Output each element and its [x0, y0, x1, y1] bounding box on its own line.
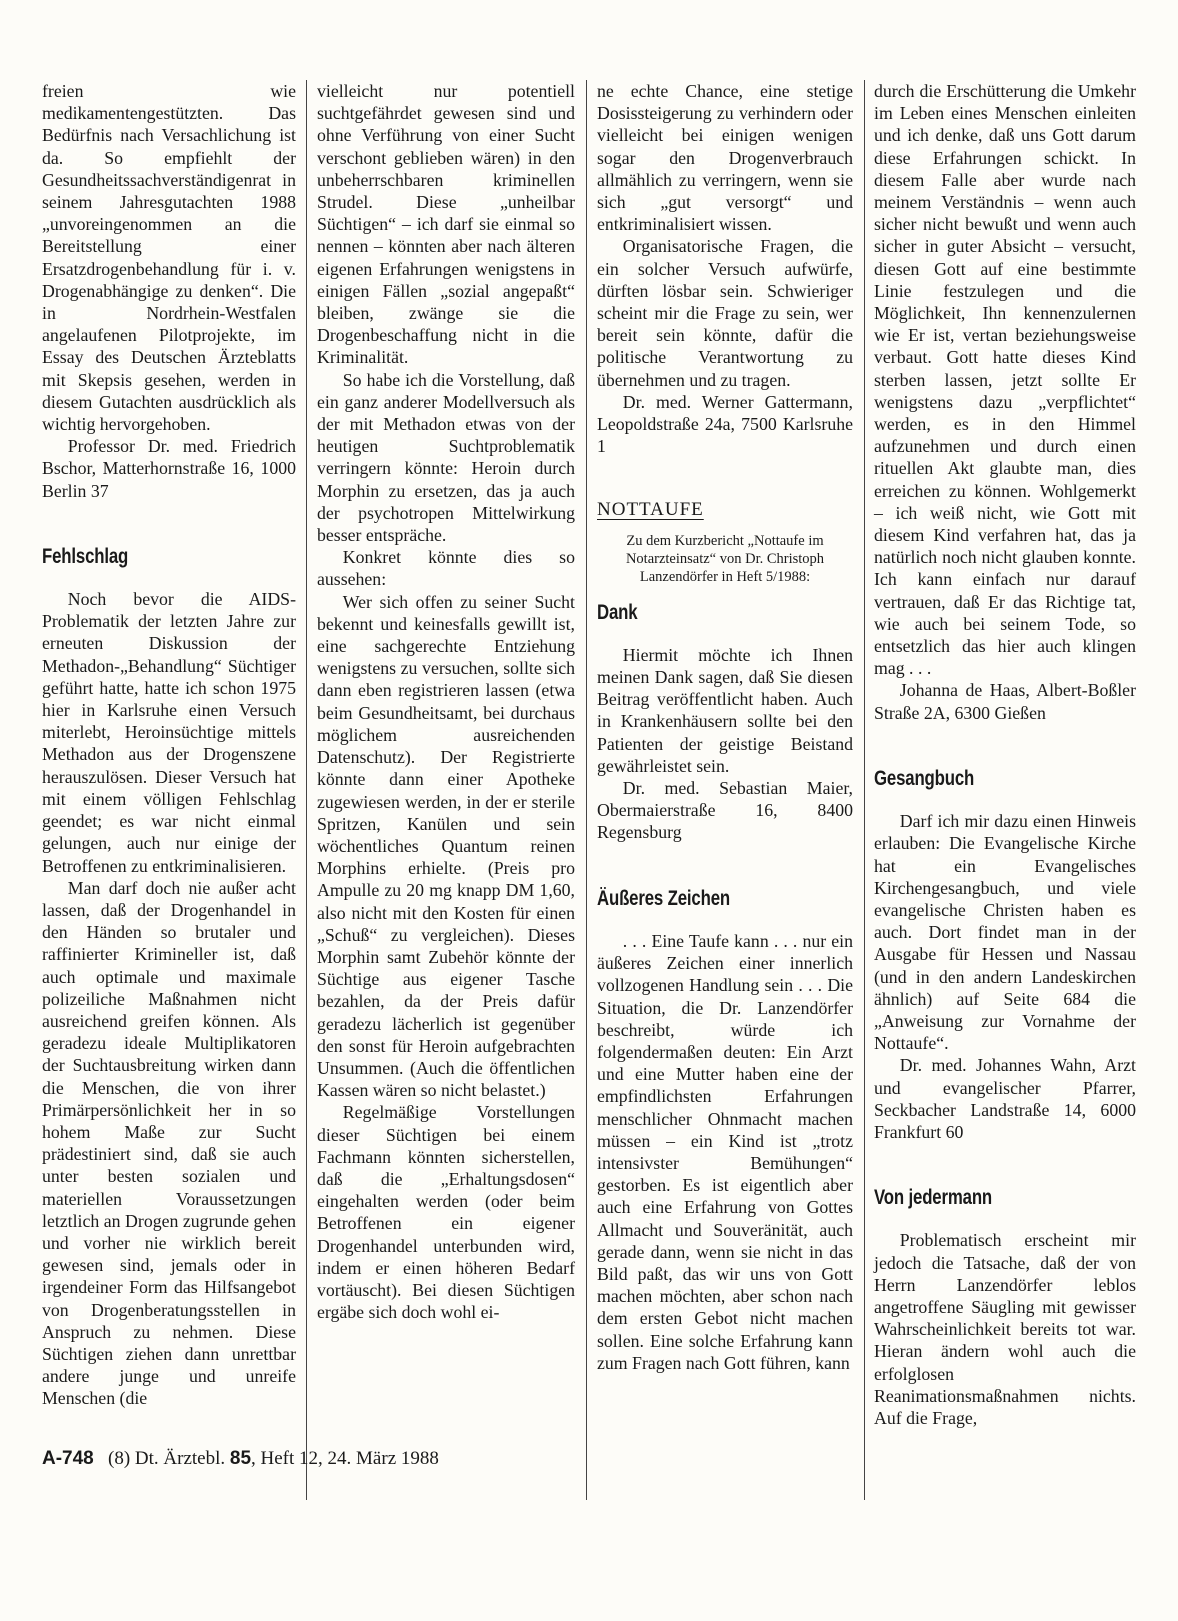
- column-3: [597, 80, 853, 1374]
- section-heading-gesangbuch: Gesangbuch: [874, 766, 975, 790]
- column-rule-1: [306, 80, 307, 1500]
- paragraph: durch die Erschütterung die Umkehr im Leben eines Menschen einleiten und ich denke, daß uns Gott darum diese Erfahrungen schickt. In diesem Falle aber wurde nach meinem Verständnis – wenn auch sicher nicht bewußt und wenn auch sicher in guter Absicht – versucht, diesen Gott auf eine bestimmte Linie festzulegen und die Möglichkeit, Ihn kennenzulernen wie Er ist, vertan beziehungsweise verbaut. Gott hatte dieses Kind sterben lassen, jetzt sollte Er wenigstens dazu „verpflichtet“ werden, es in den Himmel aufzunehmen und durch einen rituellen Akt glaubte man, dies erreichen zu können. Wohlgemerkt – ich weiß nicht, wie Gott mit diesem Kind verfahren hat, das ja natürlich noch nicht glauben konnte. Ich kann einfach nur darauf vertrauen, daß Er das Richtige tat, wie auch bei seinem Tode, so entsetzlich das hier auch klingen mag . . .: [874, 81, 1136, 679]
- paragraph: Problematisch erscheint mir jedoch die Tatsache, daß der von Herrn Lanzendörfer leblos angetroffene Säugling mit gewisser Wahrscheinlichkeit bereits tot war. Hieran ändern wohl auch die erfolglosen Reanimationsmaßnahmen nichts. Auf die Frage,: [874, 1230, 1136, 1428]
- paragraph: ne echte Chance, eine stetige Dosissteigerung zu verhindern oder vielleicht bei einigen wenigen sogar den Drogenverbrauch allmählich zu verringern, wenn sie sich „gut versorgt“ und entkriminalisiert wissen.: [597, 81, 853, 235]
- section-heading-fehlschlag: Fehlschlag: [42, 544, 129, 568]
- letter-signature: Dr. med. Werner Gattermann, Leopoldstraße 24a, 7500 Karlsruhe 1: [597, 391, 853, 457]
- letter-signature: Dr. med. Sebastian Maier, Obermaierstraße 16, 8400 Regensburg: [597, 778, 853, 843]
- paragraph: Man darf doch nie außer acht lassen, daß der Drogenhandel in den Händen so brutaler und raffinierter Krimineller ist, daß auch optimale und maximale polizeiliche Maßnahmen nicht ausreichend greifen können. Als geradezu ideale Multiplikatoren der Suchtausbreitung wirken dann die Menschen, die von ihrer Primärpersönlichkeit her in so hohem Maße zur Sucht prädestiniert sind, daß sie auch unter besten sozialen und materiellen Voraussetzungen letztlich an Drogen zugrunde gehen und vorher nie wirklich bereit gewesen sind, jemals oder in irgendeiner Form das Hilfsangebot von Drogenberatungsstellen in Anspruch zu nehmen. Diese Süchtigen ziehen dann unrettbar andere junge und unreife Menschen (die: [42, 877, 296, 1409]
- issue-date: , Heft 12, 24. März 1988: [251, 1448, 439, 1469]
- paragraph: . . . Eine Taufe kann . . . nur ein äußeres Zeichen einer innerlich vollzogenen Handlung sein . . . Die Situation, die Dr. Lanzendörfer beschreibt, würde ich folgendermaßen deuten: Ein Arzt und eine Mutter haben eine der empfindlichsten Erfahrungen menschlicher Ohnmacht machen müssen – ein Kind ist „trotz intensivster Bemühungen“ gestorben. Es ist eigentlich aber auch eine Erfahrung von Gottes Allmacht und Souveränität, auch gerade dann, wenn sie nicht in das Bild paßt, das wir uns von Gott machen möchten, aber schon nach dem ersten Gebot nicht machen sollen. Eine solche Erfahrung kann zum Fragen nach Gott führen, kann: [597, 930, 853, 1373]
- section-heading-von-jedermann: Von jedermann: [874, 1186, 993, 1210]
- section-heading-aeusseres-zeichen: Äußeres Zeichen: [597, 886, 730, 910]
- column-4: [874, 80, 1136, 1429]
- paragraph: Wer sich offen zu seiner Sucht bekennt und keinesfalls gewillt ist, eine sachgerechte Entziehung wenigstens zu versuchen, sollte sich dann eben registrieren lassen (etwa beim Gesundheitsamt, bei durchaus möglichem ausreichenden Datenschutz). Der Registrierte könnte dann einer Apotheke zugewiesen werden, in der er sterile Spritzen, Kanülen und sein wöchentliches Quantum reinen Morphins erhielte. (Preis pro Ampulle zu 20 mg knapp DM 1,60, also nicht mit den Kosten für einen „Schuß“ zu vergleichen). Dieses Morphin samt Zubehör könnte der Süchtige aus eigener Tasche bezahlen, da der Preis dafür geradezu lächerlich ist gegenüber den sonst für Heroin aufgebrachten Unsummen. (Auch die öffentlichen Kassen wären so nicht belastet.): [317, 591, 575, 1101]
- column-2: [317, 80, 575, 1323]
- page-footer: [42, 1448, 439, 1470]
- column-rule-3: [864, 80, 865, 1500]
- letter-signature: Johanna de Haas, Albert-Boßler Straße 2A, 6300 Gießen: [874, 680, 1136, 723]
- letter-signature: Professor Dr. med. Friedrich Bschor, Matterhornstraße 16, 1000 Berlin 37: [42, 436, 296, 501]
- reference-note: Zu dem Kurzbericht „Nottaufe im Notarzteinsatz“ von Dr. Christoph Lanzendörfer in Heft 5/1988:: [625, 532, 825, 585]
- paragraph: So habe ich die Vorstellung, daß ein ganz anderer Modellversuch als der mit Methadon etwas von der heutigen Suchtproblematik verringern könnte: Heroin durch Morphin zu ersetzen, das ja auch der psychotropen Mittelwirkung besser entspräche.: [317, 369, 575, 546]
- paragraph: Darf ich mir dazu einen Hinweis erlauben: Die Evangelische Kirche hat ein Evangelisches Kirchengesangbuch, und viele evangelische Christen haben es auch. Dort findet man in der Ausgabe für Hessen und Nassau (und in den andern Landeskirchen ähnlich) auf Seite 684 die „Anweisung zur Vornahme der Nottaufe“.: [874, 811, 1136, 1054]
- paragraph: Hiermit möchte ich Ihnen meinen Dank sagen, daß Sie diesen Beitrag veröffentlicht haben. Auch in Krankenhäusern sollte bei den Patienten der geistige Beistand gewährleistet sein.: [597, 644, 853, 776]
- section-heading-dank: Dank: [597, 600, 638, 624]
- volume-number: 85: [229, 1448, 252, 1469]
- letter-signature: Dr. med. Johannes Wahn, Arzt und evangelischer Pfarrer, Seckbacher Landstraße 14, 6000 Frankfurt 60: [874, 1055, 1136, 1142]
- column-rule-2: [586, 80, 587, 1500]
- paragraph: freien wie medikamentengestützten. Das Bedürfnis nach Versachlichung ist da. So empfiehlt der Gesundheitssachverständigenrat in seinem Jahresgutachten 1988 „unvoreingenommen an die Bereitstellung einer Ersatzdrogenbehandlung für i. v. Drogenabhängige zu denken“. Die in Nordrhein-Westfalen angelaufenen Pilotprojekte, im Essay des Deutschen Ärzteblatts mit Skepsis gesehen, werden in diesem Gutachten ausdrücklich als wichtig hervorgehoben.: [42, 81, 296, 435]
- paragraph: Noch bevor die AIDS-Problematik der letzten Jahre zur erneuten Diskussion der Methadon-„Behandlung“ Süchtiger geführt hatte, hatte ich schon 1975 hier in Karlsruhe einen Versuch miterlebt, Heroinsüchtige mittels Methadon aus der Drogenszene herauszulösen. Dieser Versuch hat mit einem völligen Fehlschlag geendet; es war nicht einmal gelungen, auch nur einige der Betroffenen zu entkriminalisieren.: [42, 589, 296, 876]
- page-number: A-748: [42, 1448, 94, 1469]
- paragraph: vielleicht nur potentiell suchtgefährdet gewesen sind und ohne Verführung von einer Sucht verschont geblieben wären) in den unbeherrschbaren kriminellen Strudel. Diese „unheilbar Süchtigen“ – ich darf sie einmal so nennen – könnten aber nach älteren eigenen Erfahrungen wenigstens in einigen Fällen „sozial angepaßt“ bleiben, zwänge sie die Drogenbeschaffung nicht in die Kriminalität.: [317, 81, 575, 368]
- paragraph: Regelmäßige Vorstellungen dieser Süchtigen bei einem Fachmann könnten sicherstellen, daß die „Erhaltungsdosen“ eingehalten werden (oder beim Betroffenen ein eigener Drogenhandel unterbunden wird, indem er einen höheren Bedarf vortäuscht). Bei diesen Süchtigen ergäbe sich doch wohl ei-: [317, 1102, 575, 1323]
- column-1: [42, 80, 296, 1410]
- rubric-nottaufe: NOTTAUFE: [597, 499, 704, 521]
- paragraph: Konkret könnte dies so aussehen:: [317, 547, 575, 590]
- journal-name: (8) Dt. Ärztebl.: [108, 1448, 226, 1469]
- paragraph: Organisatorische Fragen, die ein solcher Versuch aufwürfe, dürften lösbar sein. Schwieriger scheint mir die Frage zu sein, wer bereit sein könnte, dafür die politische Verantwortung zu übernehmen und zu tragen.: [597, 236, 853, 390]
